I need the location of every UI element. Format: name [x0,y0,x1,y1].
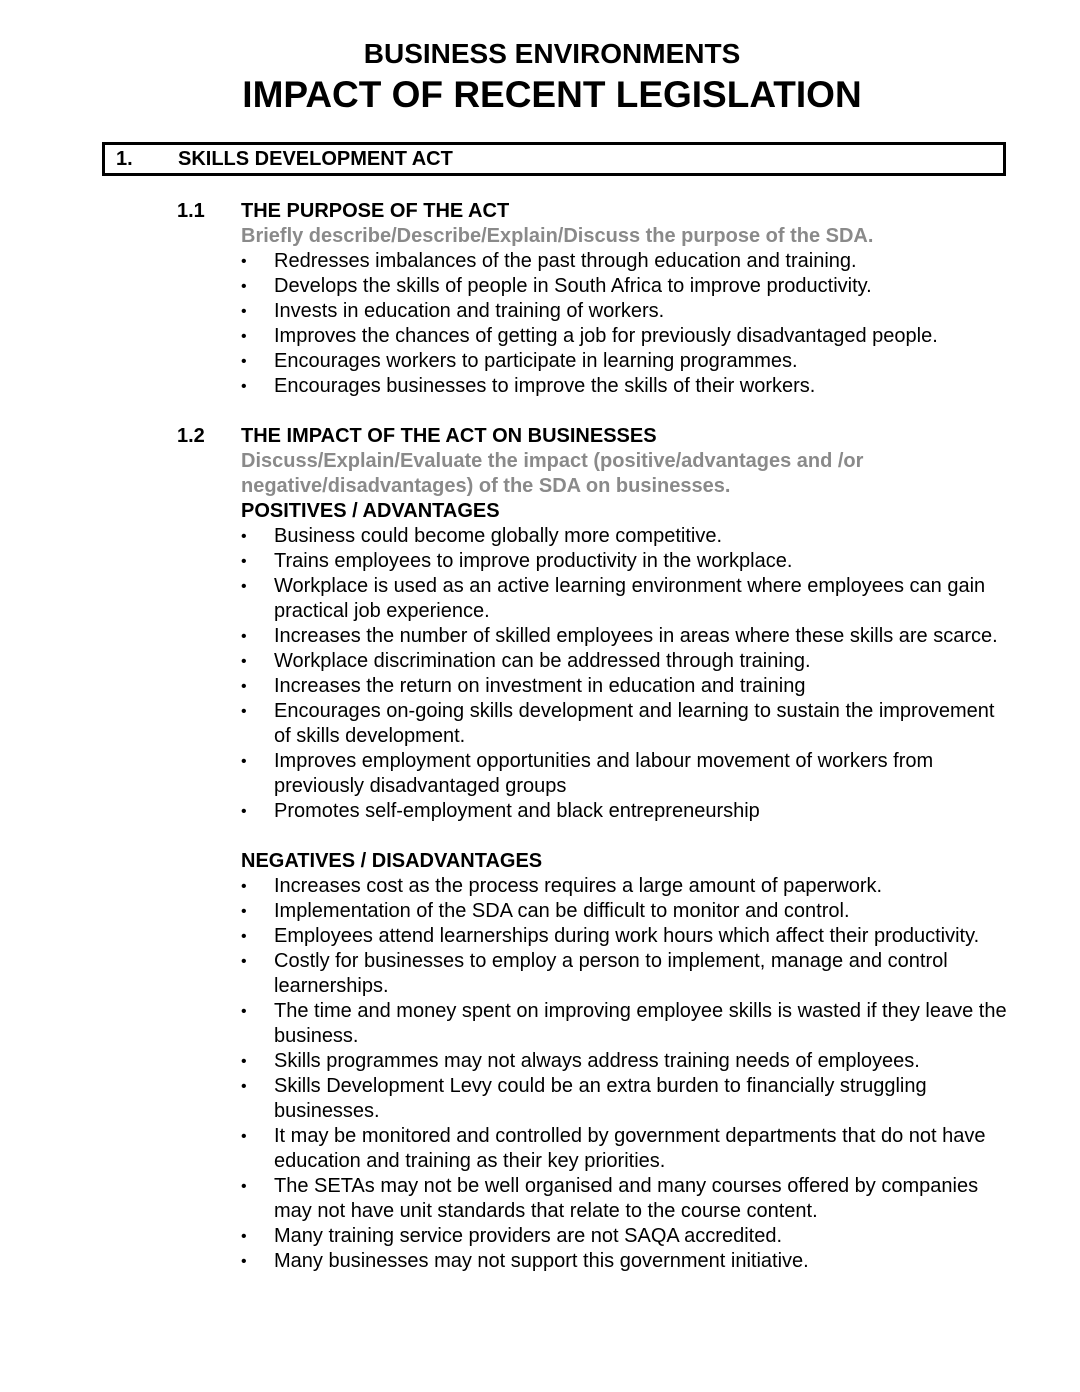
list-item: • Increases the return on investment in education and training [241,674,1007,699]
list-item: • Business could become globally more competitive. [241,524,1007,549]
section-number: 1. [116,148,133,170]
list-item: • Workplace discrimination can be addressed through training. [241,649,1007,674]
list-item: • Invests in education and training of workers. [241,299,1007,324]
negatives-list [241,874,1007,1274]
question-instruction: Briefly describe/Describe/Explain/Discuss the purpose of the SDA. [241,225,874,247]
list-item: • Increases the number of skilled employees in areas where these skills are scarce. [241,624,1007,649]
list-item: • Promotes self-employment and black entrepreneurship [241,799,1007,824]
list-item: • The SETAs may not be well organised and many courses offered by companies may not have unit standards that relate to the course content. [241,1174,1007,1224]
subsection-purpose [177,199,1007,399]
document-content [177,199,1007,1274]
positives-label: POSITIVES / ADVANTAGES [241,500,500,522]
subsection-impact [177,424,1007,1274]
list-item: • Workplace is used as an active learning environment where employees can gain practical job experience. [241,574,1007,624]
list-item: • Improves the chances of getting a job for previously disadvantaged people. [241,324,1007,349]
list-item: • Skills Development Levy could be an extra burden to financially struggling businesses. [241,1074,1007,1124]
spacer [177,399,1007,424]
spacer [241,824,1007,849]
list-item: • Skills programmes may not always address training needs of employees. [241,1049,1007,1074]
question-instruction: Discuss/Explain/Evaluate the impact (positive/advantages and /or negative/disadvantages) of the SDA on businesses. [241,450,864,497]
list-item: • Increases cost as the process requires a large amount of paperwork. [241,874,1007,899]
subsection-number: 1.1 [177,200,205,222]
document-subtitle: IMPACT OF RECENT LEGISLATION [242,74,862,115]
list-item: • Improves employment opportunities and labour movement of workers from previously disadvantaged groups [241,749,1007,799]
document-title: BUSINESS ENVIRONMENTS [363,38,741,69]
list-item: • Encourages on-going skills development and learning to sustain the improvement of skills development. [241,699,1007,749]
list-item: • Redresses imbalances of the past through education and training. [241,249,1007,274]
section-title: SKILLS DEVELOPMENT ACT [178,148,453,170]
list-item: • Many businesses may not support this government initiative. [241,1249,1007,1274]
list-item: • Many training service providers are not SAQA accredited. [241,1224,1007,1249]
positives-list [241,524,1007,824]
negatives-label: NEGATIVES / DISADVANTAGES [241,850,543,872]
section-heading-box [102,142,1006,176]
list-item: • Encourages businesses to improve the skills of their workers. [241,374,1007,399]
list-item: • Costly for businesses to employ a person to implement, manage and control learnerships. [241,949,1007,999]
subsection-heading: THE IMPACT OF THE ACT ON BUSINESSES [241,425,657,447]
purpose-list [241,249,1007,399]
list-item: • Develops the skills of people in South Africa to improve productivity. [241,274,1007,299]
list-item: • The time and money spent on improving employee skills is wasted if they leave the business. [241,999,1007,1049]
subsection-heading: THE PURPOSE OF THE ACT [241,200,510,222]
list-item: • Encourages workers to participate in learning programmes. [241,349,1007,374]
list-item: • Trains employees to improve productivity in the workplace. [241,549,1007,574]
list-item: • Implementation of the SDA can be difficult to monitor and control. [241,899,1007,924]
list-item: • Employees attend learnerships during work hours which affect their productivity. [241,924,1007,949]
list-item: • It may be monitored and controlled by government departments that do not have education and training as their key priorities. [241,1124,1007,1174]
subsection-number: 1.2 [177,425,205,447]
